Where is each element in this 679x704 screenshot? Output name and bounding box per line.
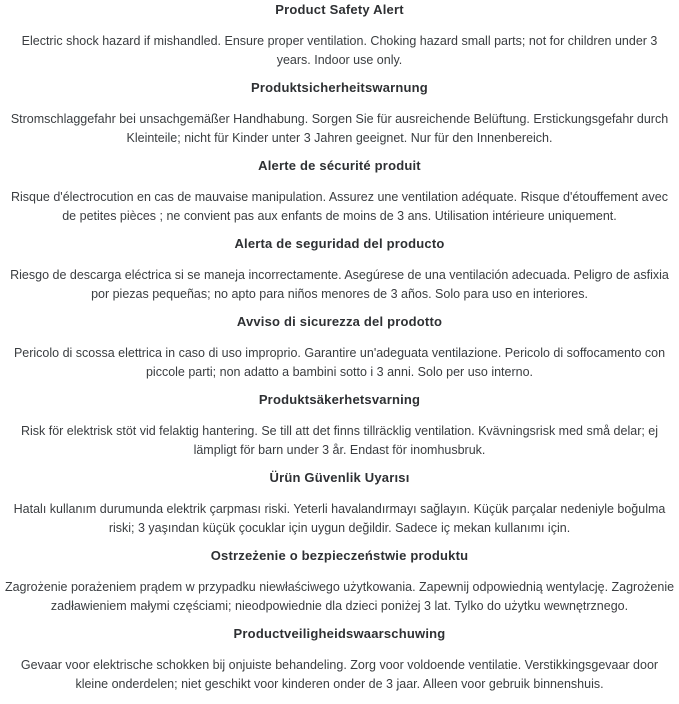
- safety-section-english: [4, 2, 675, 70]
- safety-body-french: Risque d'électrocution en cas de mauvaise manipulation. Assurez une ventilation adéquate. Risque d'étouffement avec de petites pièces ; ne convient pas aux enfants de moins de 3 ans. Utilisation intérieure uniquement.: [10, 190, 669, 223]
- safety-section-swedish: [4, 392, 675, 460]
- safety-body-german: Stromschlaggefahr bei unsachgemäßer Handhabung. Sorgen Sie für ausreichende Belüftung. Erstickungsgefahr durch Kleinteile; nicht für Kinder unter 3 Jahren geeignet. Nur für den Innenbereich.: [10, 112, 669, 145]
- safety-body-dutch: Gevaar voor elektrische schokken bij onjuiste behandeling. Zorg voor voldoende ventilatie. Verstikkingsgevaar door kleine onderdelen; niet geschikt voor kinderen onder de 3 jaar. Alleen voor gebruik binnenshuis.: [20, 658, 659, 691]
- safety-section-french: [4, 158, 675, 226]
- safety-body-polish: Zagrożenie porażeniem prądem w przypadku niewłaściwego użytkowania. Zapewnij odpowiednią wentylację. Zagrożenie zadławieniem małymi częściami; nieodpowiednie dla dzieci poniżej 3 lat. Tylko do użytku wewnętrznego.: [4, 580, 675, 613]
- safety-heading-turkish: Ürün Güvenlik Uyarısı: [269, 470, 410, 485]
- safety-heading-polish: Ostrzeżenie o bezpieczeństwie produktu: [210, 548, 469, 563]
- safety-heading-spanish: Alerta de seguridad del producto: [234, 236, 445, 251]
- safety-heading-dutch: Productveiligheidswaarschuwing: [233, 626, 446, 641]
- safety-heading-italian: Avviso di sicurezza del prodotto: [236, 314, 443, 329]
- safety-heading-swedish: Produktsäkerhetsvarning: [258, 392, 421, 407]
- safety-section-german: [4, 80, 675, 148]
- safety-section-italian: [4, 314, 675, 382]
- safety-body-english: Electric shock hazard if mishandled. Ensure proper ventilation. Choking hazard small parts; not for children under 3 years. Indoor use only.: [21, 34, 658, 67]
- safety-section-dutch: [4, 626, 675, 694]
- safety-body-italian: Pericolo di scossa elettrica in caso di uso improprio. Garantire un'adeguata ventilazione. Pericolo di soffocamento con piccole parti; non adatto a bambini sotto i 3 anni. Solo per uso interno.: [13, 346, 666, 379]
- safety-heading-german: Produktsicherheitswarnung: [251, 80, 428, 95]
- safety-body-spanish: Riesgo de descarga eléctrica si se maneja incorrectamente. Asegúrese de una ventilación adecuada. Peligro de asfixia por piezas pequeñas; no apto para niños menores de 3 años. Solo para uso en interiores.: [10, 268, 669, 301]
- safety-body-turkish: Hatalı kullanım durumunda elektrik çarpması riski. Yeterli havalandırmayı sağlayın. Küçük parçalar nedeniyle boğulma riski; 3 yaşından küçük çocuklar için uygun değildir. Sadece iç mekan kullanımı için.: [13, 502, 666, 535]
- safety-section-turkish: [4, 470, 675, 538]
- safety-heading-english: Product Safety Alert: [275, 2, 404, 17]
- safety-section-polish: [4, 548, 675, 616]
- safety-heading-french: Alerte de sécurité produit: [258, 158, 421, 173]
- safety-section-spanish: [4, 236, 675, 304]
- safety-body-swedish: Risk för elektrisk stöt vid felaktig hantering. Se till att det finns tillräcklig ventilation. Kvävningsrisk med små delar; ej lämpligt för barn under 3 år. Endast för inomhusbruk.: [20, 424, 659, 457]
